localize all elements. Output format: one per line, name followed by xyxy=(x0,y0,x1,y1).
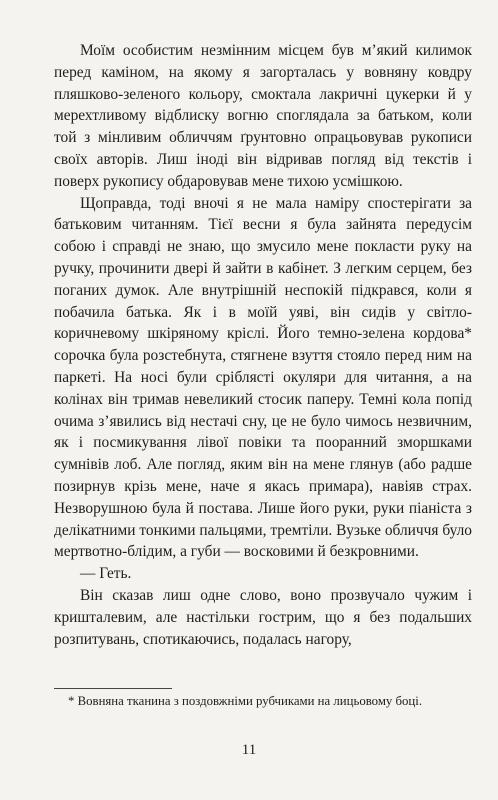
paragraph-2: Щоправда, тоді вночі я не мала наміру спостерігати за батьковим читанням. Тієї весни я була зайнята передусім собою і справді не знаю, що змусило мене покласти руку на ручку, прочинити двері й зайти в кабінет. З легким серцем, без поганих думок. Але внутрішній неспокій підкрався, коли я побачила батька. Як і в моїй уяві, він сидів у світло-коричневому шкіряному кріслі. Його темно-зелена кордова* сорочка була розстебнута, стягнене взуття стояло перед ним на паркеті. На носі були сріблясті окуляри для читання, а на колінах він тримав невеликий стосик паперу. Темні кола попід очима з’явились від нестачі сну, це не було чимось незвичним, як і посмикування лівої повіки та пооранний зморшками сумнівів лоб. Але погляд, яким він на мене глянув (або радше позирнув крізь мене, наче я якась примара), навіяв страх. Незворушною була й постава. Лише його руки, руки піаніста з делікатними тонкими пальцями, тремтіли. Вузьке обличчя було мертвотно-блідим, а губи — восковими й безкровними. xyxy=(54,194,472,561)
paragraph-1: Моїм особистим незмінним місцем був м’який килимок перед каміном, на якому я загорталась у вовняну ковдру пляшково-зеленого кольору, смоктала лакричні цукерки й у мерехтливому відблиску вогню споглядала за батьком, коли той з мінливим обличчям ґрунтовно опрацьовував рукописи своїх авторів. Лиш іноді він відривав погляд від текстів і поверх рукопису обдаровував мене тихою усмішкою. xyxy=(54,42,472,190)
page-number: 11 xyxy=(241,742,257,758)
footnote: * Вовняна тканина з поздовжніми рубчиками на лицьовому боці. xyxy=(68,694,423,708)
main-text xyxy=(54,40,472,650)
paragraph-3: Він сказав лиш одне слово, воно прозвучало чужим і кришталевим, але настільки гострим, що я без подальших розпитувань, спотикаючись, подалась нагору, xyxy=(54,586,472,648)
dialogue-line: — Геть. xyxy=(80,565,132,583)
footnote-divider xyxy=(54,688,172,689)
